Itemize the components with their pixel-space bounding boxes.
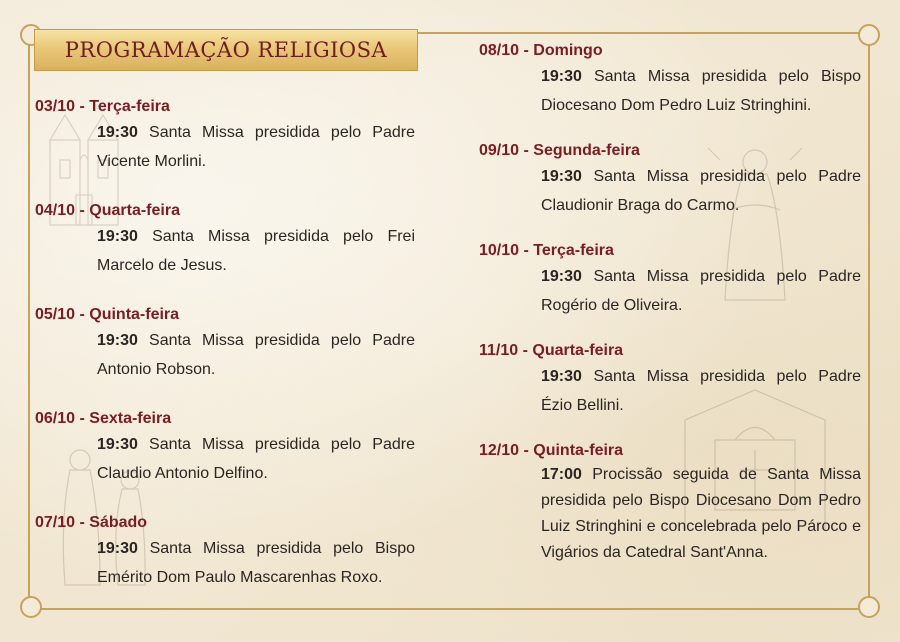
frame-corner-ornament: [858, 24, 880, 46]
entry-heading: 09/10 - Segunda-feira: [479, 142, 640, 159]
entry-heading: 08/10 - Domingo: [479, 42, 603, 59]
schedule-column-left: [35, 96, 415, 616]
schedule-entry: [35, 96, 415, 200]
entry-heading: 11/10 - Quarta-feira: [479, 342, 624, 359]
entry-heading: 12/10 - Quinta-feira: [479, 442, 624, 459]
entry-heading: 07/10 - Sábado: [35, 514, 148, 531]
entry-description: 19:30 Santa Missa presidida pelo Padre Claudio Antonio Delfino.: [97, 436, 415, 482]
entry-heading: 06/10 - Sexta-feira: [35, 410, 172, 427]
page-title: PROGRAMAÇÃO RELIGIOSA: [64, 38, 388, 62]
entry-description: 19:30 Santa Missa presidida pelo Bispo Emérito Dom Paulo Mascarenhas Roxo.: [97, 540, 415, 586]
schedule-entry: [479, 140, 861, 240]
schedule-entry: [479, 440, 861, 566]
schedule-entry: [35, 304, 415, 408]
entry-heading: 10/10 - Terça-feira: [479, 242, 614, 259]
entry-description: 19:30 Santa Missa presidida pelo Padre Vicente Morlini.: [97, 124, 415, 170]
schedule-column-right: [479, 40, 861, 566]
entry-heading: 03/10 - Terça-feira: [35, 98, 170, 115]
entry-heading: 04/10 - Quarta-feira: [35, 202, 180, 219]
entry-description: 19:30 Santa Missa presidida pelo Padre Rogério de Oliveira.: [541, 268, 862, 314]
schedule-entry: [35, 512, 415, 616]
entry-description: 19:30 Santa Missa presidida pelo Frei Marcelo de Jesus.: [97, 228, 415, 274]
frame-corner-ornament: [858, 596, 880, 618]
schedule-entry: [479, 40, 861, 140]
entry-description: 19:30 Santa Missa presidida pelo Padre Claudionir Braga do Carmo.: [541, 168, 862, 214]
schedule-entry: [479, 240, 861, 340]
schedule-entry: [35, 408, 415, 512]
schedule-entry: [479, 340, 861, 440]
entry-description: 19:30 Santa Missa presidida pelo Padre Ézio Bellini.: [541, 368, 862, 414]
entry-description: 17:00 Procissão seguida de Santa Missa presidida pelo Bispo Diocesano Dom Pedro Luiz Stringhini e concelebrada pelo Pároco e Vigários da Catedral Sant'Anna.: [541, 466, 861, 561]
entry-description: 19:30 Santa Missa presidida pelo Bispo Diocesano Dom Pedro Luiz Stringhini.: [541, 68, 861, 114]
entry-description: 19:30 Santa Missa presidida pelo Padre Antonio Robson.: [97, 332, 415, 378]
schedule-entry: [35, 200, 415, 304]
entry-heading: 05/10 - Quinta-feira: [35, 306, 180, 323]
section-title-banner: [34, 29, 418, 71]
